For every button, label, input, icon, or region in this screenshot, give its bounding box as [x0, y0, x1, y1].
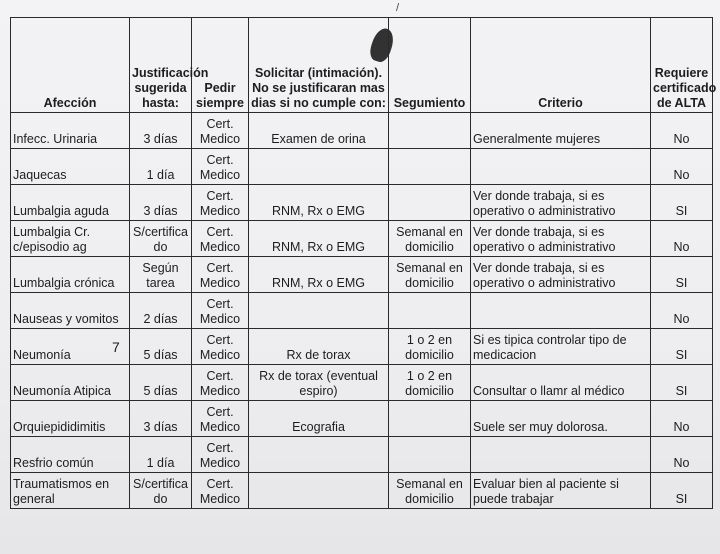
cell-seguimiento — [389, 185, 471, 221]
cell-criterio: Ver donde trabaja, si es operativo o administrativo — [471, 257, 651, 293]
header-row — [11, 18, 713, 113]
cell-seguimiento — [389, 437, 471, 473]
cell-solicitar: RNM, Rx o EMG — [249, 221, 389, 257]
sick-leave-table — [10, 17, 717, 509]
cell-criterio: Ver donde trabaja, si es operativo o administrativo — [471, 185, 651, 221]
table-row — [11, 437, 713, 473]
cell-seguimiento: Semanal en domicilio — [389, 473, 471, 509]
cell-afeccion: Neumonía Atipica — [11, 365, 130, 401]
cell-afeccion: Infecc. Urinaria — [11, 113, 130, 149]
cell-pedir: Cert. Medico — [192, 113, 249, 149]
cell-alta: SI — [651, 329, 713, 365]
header-afeccion: Afección — [11, 18, 130, 113]
cell-pedir: Cert. Medico — [192, 365, 249, 401]
cell-criterio — [471, 149, 651, 185]
table-row — [11, 221, 713, 257]
cell-criterio: Consultar o llamr al médico — [471, 365, 651, 401]
header-justificacion: Justificación sugerida hasta: — [130, 18, 192, 113]
cell-solicitar: Examen de orina — [249, 113, 389, 149]
cell-afeccion: Neumonía — [11, 329, 130, 365]
cell-seguimiento: Semanal en domicilio — [389, 257, 471, 293]
table-row — [11, 185, 713, 221]
cell-afeccion: Resfrio común — [11, 437, 130, 473]
cell-alta: No — [651, 437, 713, 473]
cell-dias: 1 día — [130, 149, 192, 185]
table-row — [11, 149, 713, 185]
cell-alta: SI — [651, 365, 713, 401]
cell-pedir: Cert. Medico — [192, 437, 249, 473]
cell-seguimiento: 1 o 2 en domicilio — [389, 365, 471, 401]
cell-solicitar: RNM, Rx o EMG — [249, 257, 389, 293]
cell-solicitar: Ecografia — [249, 401, 389, 437]
header-criterio: Criterio — [471, 18, 651, 113]
cell-pedir: Cert. Medico — [192, 149, 249, 185]
cell-pedir: Cert. Medico — [192, 257, 249, 293]
cell-pedir: Cert. Medico — [192, 401, 249, 437]
cell-afeccion: Lumbalgia aguda — [11, 185, 130, 221]
header-seguimiento: Segumiento — [389, 18, 471, 113]
cell-criterio: Evaluar bien al paciente si puede trabajar — [471, 473, 651, 509]
cell-solicitar: RNM, Rx o EMG — [249, 185, 389, 221]
cell-pedir: Cert. Medico — [192, 185, 249, 221]
cell-alta: No — [651, 401, 713, 437]
header-solicitar: Solicitar (intimación). No se justificaran mas dias si no cumple con: — [249, 18, 389, 113]
cell-solicitar: Rx de torax (eventual espiro) — [249, 365, 389, 401]
cell-afeccion: Lumbalgia Cr. c/episodio ag — [11, 221, 130, 257]
cell-afeccion: Traumatismos en general — [11, 473, 130, 509]
cell-dias: 3 días — [130, 113, 192, 149]
cell-criterio: Suele ser muy dolorosa. — [471, 401, 651, 437]
cell-alta: No — [651, 113, 713, 149]
cell-criterio: Si es tipica controlar tipo de medicacion — [471, 329, 651, 365]
cell-pedir: Cert. Medico — [192, 329, 249, 365]
cell-dias: S/certifica do — [130, 221, 192, 257]
cell-dias: S/certifica do — [130, 473, 192, 509]
cell-seguimiento — [389, 113, 471, 149]
cell-solicitar — [249, 149, 389, 185]
cell-afeccion: Orquiepididimitis — [11, 401, 130, 437]
cell-dias: 5 días — [130, 329, 192, 365]
cell-solicitar — [249, 437, 389, 473]
cell-alta: No — [651, 293, 713, 329]
table-row — [11, 257, 713, 293]
header-alta: Requiere certificado de ALTA — [651, 18, 713, 113]
pen-mark: / — [396, 2, 400, 14]
cell-afeccion: Nauseas y vomitos — [11, 293, 130, 329]
cell-dias: Según tarea — [130, 257, 192, 293]
cell-alta: SI — [651, 185, 713, 221]
cell-alta: SI — [651, 257, 713, 293]
cell-solicitar: Rx de torax — [249, 329, 389, 365]
cell-seguimiento — [389, 149, 471, 185]
cell-dias: 2 días — [130, 293, 192, 329]
cell-dias: 3 días — [130, 185, 192, 221]
header-pedir: Pedir siempre — [192, 18, 249, 113]
cell-afeccion: Jaquecas — [11, 149, 130, 185]
table-row — [11, 293, 713, 329]
cell-dias: 3 días — [130, 401, 192, 437]
cell-pedir: Cert. Medico — [192, 293, 249, 329]
cell-seguimiento — [389, 401, 471, 437]
cell-seguimiento — [389, 293, 471, 329]
handwritten-number: 7 — [112, 339, 120, 355]
cell-criterio — [471, 437, 651, 473]
table-row — [11, 113, 713, 149]
cell-alta: No — [651, 149, 713, 185]
table-row — [11, 365, 713, 401]
cell-seguimiento: 1 o 2 en domicilio — [389, 329, 471, 365]
cell-solicitar — [249, 293, 389, 329]
cell-pedir: Cert. Medico — [192, 221, 249, 257]
cell-criterio: Ver donde trabaja, si es operativo o administrativo — [471, 221, 651, 257]
cell-criterio: Generalmente mujeres — [471, 113, 651, 149]
cell-solicitar — [249, 473, 389, 509]
cell-alta: No — [651, 221, 713, 257]
table-row — [11, 401, 713, 437]
cell-alta: SI — [651, 473, 713, 509]
cell-afeccion: Lumbalgia crónica — [11, 257, 130, 293]
cell-dias: 1 día — [130, 437, 192, 473]
cell-pedir: Cert. Medico — [192, 473, 249, 509]
cell-criterio — [471, 293, 651, 329]
cell-seguimiento: Semanal en domicilio — [389, 221, 471, 257]
cell-dias: 5 días — [130, 365, 192, 401]
table-row — [11, 473, 713, 509]
